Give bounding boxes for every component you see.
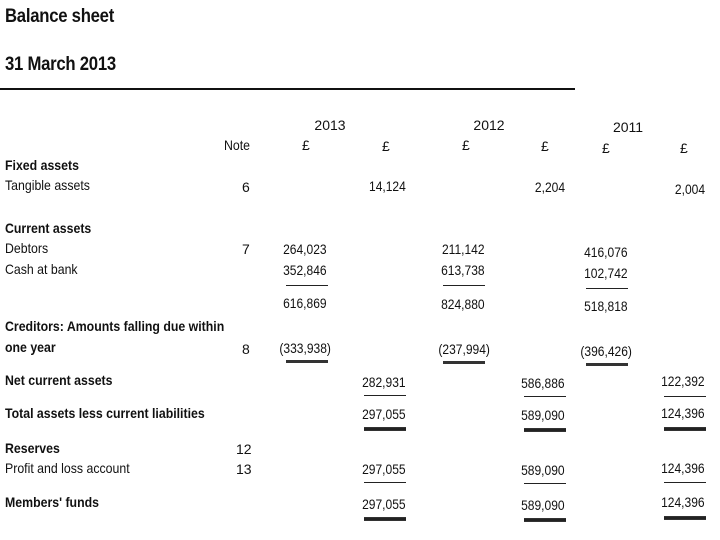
members-funds-double-rule-2011 xyxy=(664,516,706,520)
profit-and-loss-note: 13 xyxy=(236,461,252,477)
year-header-2012: 2012 xyxy=(473,117,505,133)
profit-and-loss-rule-2011 xyxy=(664,482,706,483)
current-assets-heading: Current assets xyxy=(5,220,92,236)
members-funds-2011: 124,396 xyxy=(661,494,705,510)
creditors-label-line2: one year xyxy=(5,339,56,355)
fixed-assets-heading: Fixed assets xyxy=(5,157,79,173)
reserves-heading: Reserves xyxy=(5,440,60,456)
currency-header-2012-b: £ xyxy=(541,138,549,154)
currency-header-2013-a: £ xyxy=(302,137,310,153)
debtors-2011: 416,076 xyxy=(584,244,628,260)
profit-and-loss-2011: 124,396 xyxy=(661,460,705,476)
members-funds-double-rule-2013 xyxy=(364,517,406,521)
members-funds-2013: 297,055 xyxy=(362,496,406,512)
tangible-assets-2012: 2,204 xyxy=(534,179,565,195)
profit-and-loss-rule-2013 xyxy=(364,482,406,483)
creditors-rule-2013 xyxy=(286,360,328,363)
creditors-2012: (237,994) xyxy=(438,341,490,357)
creditors-label-line1: Creditors: Amounts falling due within xyxy=(5,318,225,334)
tangible-assets-note: 6 xyxy=(242,179,250,195)
debtors-label: Debtors xyxy=(5,240,49,256)
debtors-2012: 211,142 xyxy=(442,241,485,257)
tangible-assets-label: Tangible assets xyxy=(5,177,90,193)
total-assets-less-liabilities-2011: 124,396 xyxy=(661,405,705,421)
subtotal-rule-2013 xyxy=(286,285,328,286)
debtors-2013: 264,023 xyxy=(283,241,327,257)
current-assets-total-2011: 518,818 xyxy=(584,298,628,314)
tangible-assets-2013: 14,124 xyxy=(369,178,406,194)
year-header-2011: 2011 xyxy=(612,119,644,135)
total-assets-double-rule-2011 xyxy=(664,427,706,431)
cash-at-bank-2013: 352,846 xyxy=(283,262,327,278)
subtotal-rule-2012 xyxy=(443,285,485,286)
document-title: Balance sheet xyxy=(5,6,115,27)
profit-and-loss-rule-2012 xyxy=(524,483,566,484)
title-rule xyxy=(0,88,575,90)
debtors-note: 7 xyxy=(242,241,250,257)
note-column-header: Note xyxy=(224,137,251,153)
profit-and-loss-2013: 297,055 xyxy=(362,461,406,477)
total-assets-less-liabilities-2013: 297,055 xyxy=(362,406,406,422)
currency-header-2011-b: £ xyxy=(680,140,688,156)
current-assets-total-2012: 824,880 xyxy=(441,296,485,312)
creditors-2011: (396,426) xyxy=(580,343,632,359)
total-assets-double-rule-2013 xyxy=(364,427,406,431)
members-funds-label: Members' funds xyxy=(5,494,99,510)
subtotal-rule-2011 xyxy=(586,288,628,289)
reserves-note: 12 xyxy=(236,441,252,457)
currency-header-2011-a: £ xyxy=(602,140,610,156)
profit-and-loss-label: Profit and loss account xyxy=(5,460,130,476)
total-assets-double-rule-2012 xyxy=(524,428,566,432)
current-assets-total-2013: 616,869 xyxy=(283,295,327,311)
creditors-rule-2012 xyxy=(443,361,485,364)
cash-at-bank-2011: 102,742 xyxy=(584,265,628,281)
year-header-2013: 2013 xyxy=(314,117,346,133)
cash-at-bank-2012: 613,738 xyxy=(441,262,485,278)
net-current-assets-rule-2011 xyxy=(664,396,706,397)
tangible-assets-2011: 2,004 xyxy=(674,181,705,197)
net-current-assets-2012: 586,886 xyxy=(521,375,565,391)
total-assets-less-liabilities-2012: 589,090 xyxy=(521,407,565,423)
net-current-assets-label: Net current assets xyxy=(5,372,113,388)
members-funds-2012: 589,090 xyxy=(521,497,565,513)
balance-sheet-date: 31 March 2013 xyxy=(5,54,116,75)
net-current-assets-rule-2013 xyxy=(364,395,406,396)
net-current-assets-2011: 122,392 xyxy=(661,373,705,389)
net-current-assets-rule-2012 xyxy=(524,396,566,397)
creditors-rule-2011 xyxy=(586,363,628,366)
creditors-note: 8 xyxy=(242,341,250,357)
members-funds-double-rule-2012 xyxy=(524,518,566,522)
currency-header-2012-a: £ xyxy=(462,137,470,153)
currency-header-2013-b: £ xyxy=(382,138,390,154)
net-current-assets-2013: 282,931 xyxy=(362,374,406,390)
creditors-2013: (333,938) xyxy=(279,340,331,356)
profit-and-loss-2012: 589,090 xyxy=(521,462,565,478)
total-assets-less-liabilities-label: Total assets less current liabilities xyxy=(5,405,205,421)
cash-at-bank-label: Cash at bank xyxy=(5,261,78,277)
